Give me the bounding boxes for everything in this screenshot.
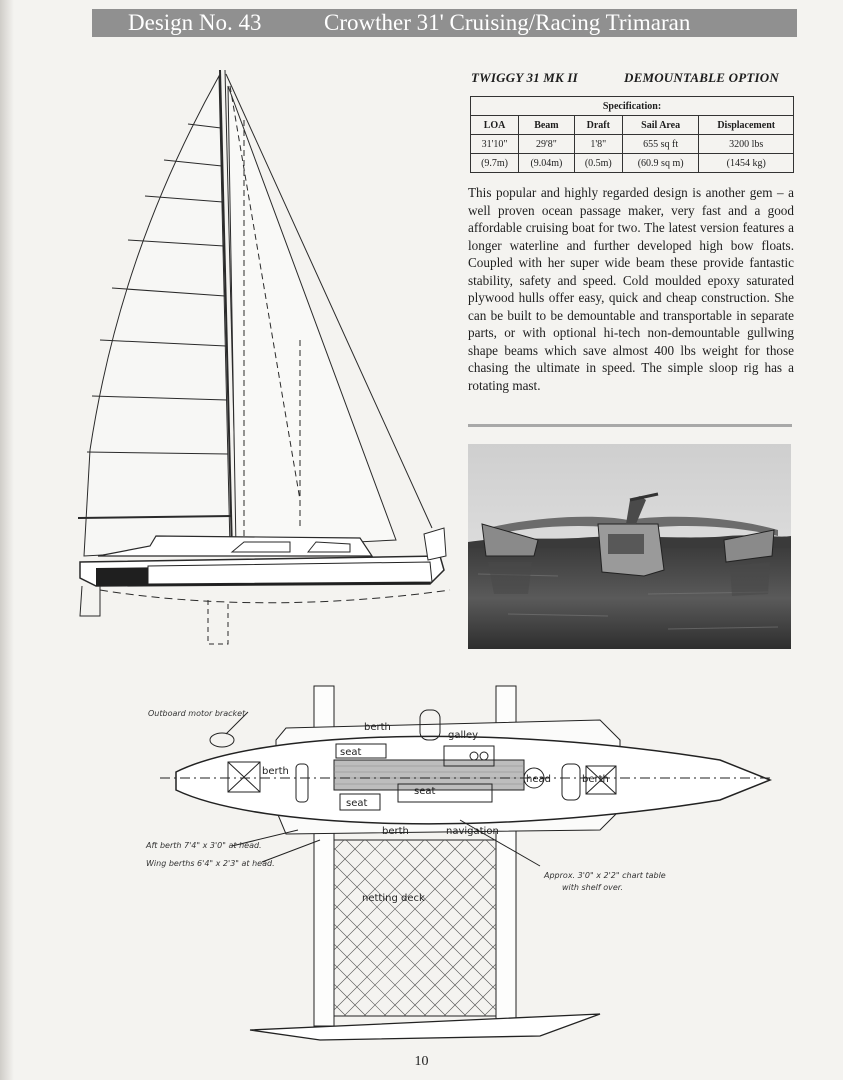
note-chart-table: Approx. 3'0" x 2'2" chart table bbox=[544, 871, 666, 880]
label-berth-bottom: berth bbox=[382, 826, 409, 837]
spec-cell: (9.7m) bbox=[471, 154, 519, 173]
spec-cell: 29'8" bbox=[519, 135, 575, 154]
option-label: DEMOUNTABLE OPTION bbox=[624, 70, 779, 85]
note-chart-shelf: with shelf over. bbox=[562, 883, 623, 892]
label-head: head bbox=[526, 774, 551, 785]
page-number: 10 bbox=[414, 1054, 429, 1069]
label-seat-upper: seat bbox=[340, 747, 362, 758]
spec-header: Beam bbox=[519, 116, 575, 135]
spec-cell: 1'8" bbox=[574, 135, 622, 154]
spec-header: Sail Area bbox=[622, 116, 699, 135]
label-berth-top: berth bbox=[364, 722, 391, 733]
spec-cell: (9.04m) bbox=[519, 154, 575, 173]
spec-cell: (1454 kg) bbox=[699, 154, 794, 173]
spec-cell: (0.5m) bbox=[574, 154, 622, 173]
model-name: TWIGGY 31 MK II bbox=[471, 70, 578, 85]
spec-header: LOA bbox=[471, 116, 519, 135]
design-title: Crowther 31' Cruising/Racing Trimaran bbox=[324, 10, 691, 35]
spec-cell: 31'10" bbox=[471, 135, 519, 154]
sail-plan bbox=[78, 70, 450, 644]
spec-header: Displacement bbox=[699, 116, 794, 135]
design-description: This popular and highly regarded design is another gem – a well proven ocean passage maker, very fast and a good affordable cruising boat for two. The latest version features a longer waterline and further developed high bow floats. Coupled with her super wide beam these provide fantastic stability, safety and speed. Cold moulded epoxy saturated plywood hulls offer easy, quick and cheap construction. She can be built to be demountable and transportable in separate parts, or with optional hi-tech non-demountable gullwing shape beams which save almost 400 lbs weight for those chasing the ultimate in speed. The simple sloop rig has a rotating mast. bbox=[468, 185, 794, 393]
spec-cell: 655 sq ft bbox=[622, 135, 699, 154]
label-berth-aft: berth bbox=[262, 766, 289, 777]
spec-header: Draft bbox=[574, 116, 622, 135]
note-wing-berths: Wing berths 6'4" x 2'3" at head. bbox=[146, 859, 275, 868]
label-seat-mid: seat bbox=[414, 786, 436, 797]
note-outboard-bracket: Outboard motor bracket bbox=[148, 709, 246, 718]
note-aft-berth: Aft berth 7'4" x 3'0" at head. bbox=[146, 841, 262, 850]
label-galley: galley bbox=[448, 730, 479, 741]
spec-caption: Specification: bbox=[471, 97, 794, 116]
label-netting-deck: netting deck bbox=[362, 893, 425, 904]
spec-cell: (60.9 sq m) bbox=[622, 154, 699, 173]
label-berth-fwd: berth bbox=[582, 774, 609, 785]
label-navigation: navigation bbox=[446, 826, 499, 837]
label-seat-lower: seat bbox=[346, 798, 368, 809]
spec-cell: 3200 lbs bbox=[699, 135, 794, 154]
design-number: Design No. 43 bbox=[128, 10, 262, 35]
